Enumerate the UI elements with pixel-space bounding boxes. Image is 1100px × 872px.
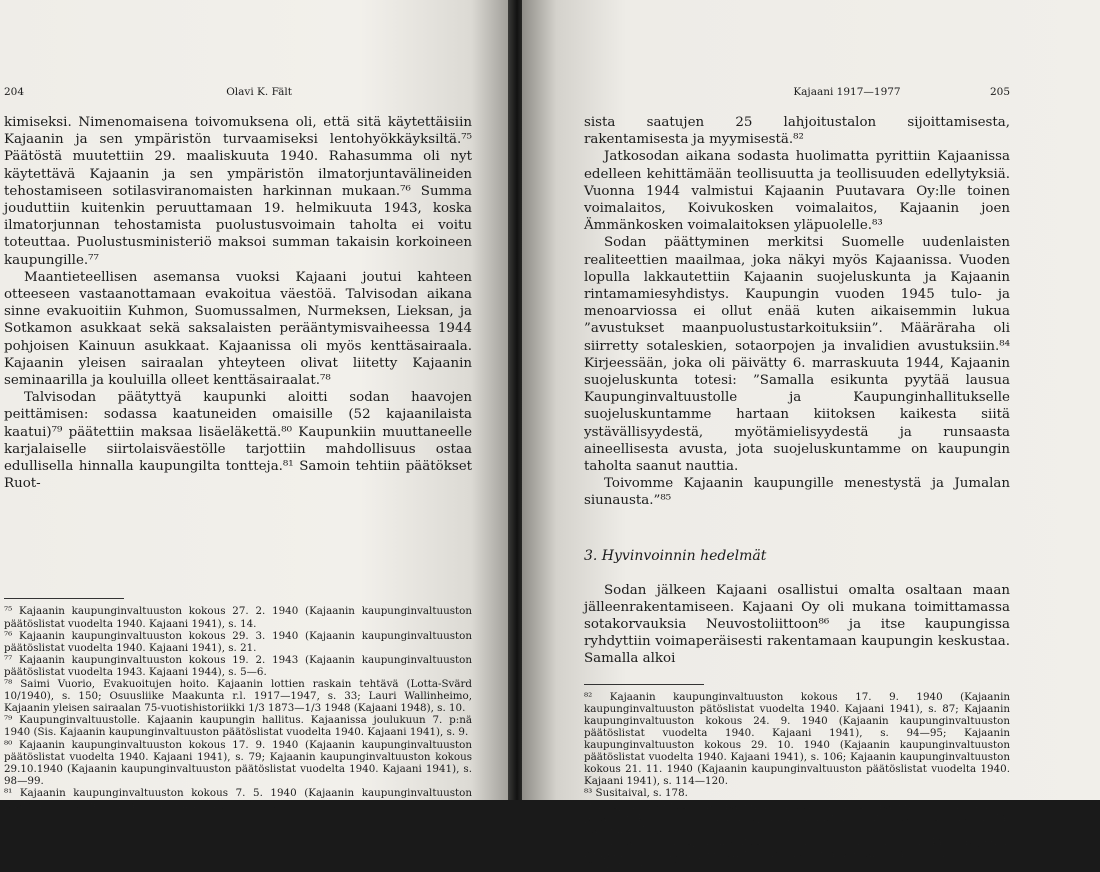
footnote: ⁸² Kajaanin kaupunginvaltuuston kokous 17. 9. 1940 (Kajaanin kaupunginvaltuuston pätöslistat vuodelta 1940. Kajaani 1941), s. 87; Kajaanin kaupunginvaltuuston kokous 24. 9. 1940 (Kajaanin kaupunginvaltuuston päätöslistat vuodelta 1940. Kajaani 1941), s. 94—95; Kajaanin kaupunginvaltuuston kokous 29. 10. 1940 (Kajaanin kaupunginvaltuuston päätöslistat vuodelta 1940. Kajaani 1941), s. 106; Kajaanin kaupunginvaltuuston kokous 21. 11. 1940 (Kajaanin kaupunginvaltuuston päätöslistat vuodelta 1940. Kajaani 1941), s. 114—120. — [584, 690, 1010, 788]
paragraph: Talvisodan päätyttyä kaupunki aloitti sodan haavojen peittämisen: sodassa kaatuneiden omaisille (52 kajaanilaista kaatui)⁷⁹ päätettiin maksaa lisäeläkettä.⁸⁰ Kaupunkiin muuttaneelle karjalaiselle siirtolaisväestölle tarjottiin mahdollisuus ostaa edullisella hinnalla kaupungilta tontteja.⁸¹ Samoin tehtiin päätökset Ruot- — [4, 390, 472, 492]
right-page — [522, 0, 1100, 872]
right-body-text — [584, 114, 1010, 668]
footnote-rule — [584, 684, 704, 685]
footnote: ⁸³ Susitaival, s. 178. — [584, 787, 688, 800]
left-page — [0, 0, 512, 811]
right-running-head: Kajaani 1917—1977 — [793, 86, 901, 98]
footnote: ⁷⁸ Saimi Vuorio, Evakuoitujen hoito. Kajaanin lottien raskain tehtävä (Lotta-Svärd 10/1940), s. 150; Osuusliike Maakunta r.l. 1917—1947, s. 33; Lauri Wallinheimo, Kajaanin yleisen sairaalan 75-vuotishistoriikki 1/3 1873—1/3 1948 (Kajaani 1948), s. 10. — [4, 678, 472, 715]
paragraph: Sodan päättyminen merkitsi Suomelle uudenlaisten realiteettien maailmaa, joka näkyi myös Kajaanissa. Vuoden lopulla lakkautettiin Kajaanin suojeluskunta ja Kajaanin rintamamiesyhdistys. Kaupungin vuoden 1945 tulo- ja menoarviossa ei ollut enää kuten aikaisemmin lukua ”avustukset maanpuolustustarkoituksiin”. Määräraha oli siirretty sotaleskien, sotaorpojen ja invalidien avustuksiin.⁸⁴ Kirjeessään, joka oli päivätty 6. marraskuuta 1944, Kajaanin suojeluskunta totesi: ”Samalla esikunta pyytää lausua Kaupunginvaltuustolle ja Kaupunginhallitukselle suojeluskuntamme hartaan kiitoksen kaikesta siitä ystävällisyydestä, myötämielisyydestä ja runsaasta aineellisesta avusta, jota suojeluskuntamme on kaupungin taholta saanut nauttia. — [584, 235, 1010, 475]
footnote: ⁸⁴ Kaupunginvaltuustolle. Kajaanin kaupunginhallitus. Kajaanissa joulukuun 18 p:nä 1944 (Sis. Kajaanin kaupunginvaltuuston päätöslistat vuodelta 1944. Kajaani 1945), s. 7. — [584, 799, 1010, 836]
footnote: ⁸¹ Kajaanin kaupunginvaltuuston kokous 7. 5. 1940 (Kajaanin kaupunginvaltuuston päätöslistat vuodelta 1940. Kajaani 1941), s. 28—30. — [4, 786, 472, 811]
left-running-head: Olavi K. Fält — [226, 86, 292, 98]
footnote: ⁷⁷ Kajaanin kaupunginvaltuuston kokous 19. 2. 1943 (Kajaanin kaupunginvaltuuston päätöslistat vuodelta 1943. Kajaani 1944), s. 5—6. — [4, 653, 472, 678]
left-page-header — [4, 86, 472, 104]
paragraph: Sodan jälkeen Kajaani osallistui omalta osaltaan maan jälleenrakentamiseen. Kajaani Oy oli mukana toimittamassa sotakorvauksia Neuvostoliittoon⁸⁶ ja itse kaupungissa ryhdyttiin voimaperäisesti rakentamaan kaupungin keskustaa. Samalla alkoi — [584, 582, 1010, 667]
footnote: ⁷⁵ Kajaanin kaupunginvaltuuston kokous 27. 2. 1940 (Kajaanin kaupunginvaltuuston päätöslistat vuodelta 1940. Kajaani 1941), s. 14. — [4, 605, 472, 630]
paragraph: kimiseksi. Nimenomaisena toivomuksena oli, että sitä käytettäisiin Kajaanin ja sen ympäristön turvaamiseksi lentohyökkäyksiltä.⁷⁵ Päätöstä muutettiin 29. maaliskuuta 1940. Rahasumma oli nyt käytettävä Kajaanin ja sen ympäristön ilmatorjuntavälineiden tehostamiseen sotilasviranomaisten harkinnan mukaan.⁷⁶ Summa jouduttiin kuitenkin peruuttamaan 19. helmikuuta 1943, koska ilmatorjunnan tehostamista puolustusvoimain taholta ei voitu toteuttaa. Puolustusministeriö maksoi summan takaisin korkoineen kaupungille.⁷⁷ — [4, 115, 472, 268]
footnote: ⁷⁶ Kajaanin kaupunginvaltuuston kokous 29. 3. 1940 (Kajaanin kaupunginvaltuuston päätöslistat vuodelta 1940. Kajaani 1941), s. 21. — [4, 629, 472, 654]
section-title: 3. Hyvinvoinnin hedelmät — [584, 547, 767, 564]
right-page-number: 205 — [989, 86, 1010, 98]
footnote: ⁸⁶ Susitaival, s. 183. — [584, 860, 688, 872]
paragraph: Maantieteellisen asemansa vuoksi Kajaani joutui kahteen otteeseen vastaanottamaan evakoitua väestöä. Talvisodan aikana sinne evakuoitiin Kuhmon, Suomussalmen, Nurmeksen, Lieksan, ja Sotkamon asukkaat sekä saksalaisten perääntymisvaiheessa 1944 pohjoisen Kainuun asukkaat. Kajaanissa oli myös kenttäsairaala. Kajaanin yleisen sairaalan yhteyteen olivat liitetty Kajaanin seminaarilla ja kouluilla olleet kenttäsairaalat.⁷⁸ — [4, 269, 472, 389]
right-page-header — [584, 86, 1010, 104]
footnote-rule — [4, 598, 124, 599]
paragraph: Toivomme Kajaanin kaupungille menestystä ja Jumalan siunausta.”⁸⁵ — [584, 476, 1010, 509]
footnote: ⁸⁵ Kajaanin kaupunginvaltuuston kokous 1. 12. 1944 (Kajaanin kaupunginvaltuuston päätöslistat vuodelta 1944. Kajaani 1945), .s 61. — [584, 835, 1010, 860]
right-footnotes — [584, 691, 1010, 872]
left-footnotes — [4, 605, 472, 811]
footnote: ⁸⁰ Kajaanin kaupunginvaltuuston kokous 17. 9. 1940 (Kajaanin kaupunginvaltuuston päätöslistat vuodelta 1940. Kajaani 1941), s. 79; Kajaanin kaupunginvaltuuston kokous 29.10.1940 (Kajaanin kaupunginvaltuuston päätöslistat vuodelta 1940. Kajaani 1941), s. 98—99. — [4, 738, 472, 787]
left-page-number: 204 — [4, 86, 25, 98]
paragraph: sista saatujen 25 lahjoitustalon sijoittamisesta, rakentamisesta ja myymisestä.⁸² — [584, 115, 1010, 148]
paragraph: Jatkosodan aikana sodasta huolimatta pyrittiin Kajaanissa edelleen kehittämään teollisuutta ja teollisuuden edellytyksiä. Vuonna 1944 valmistui Kajaanin Puutavara Oy:lle toinen voimalaitos, Koivukosken voimalaitos, Kajaanin joen Ämmänkosken voimalaitoksen yläpuolelle.⁸³ — [584, 149, 1010, 234]
footnote: ⁷⁹ Kaupunginvaltuustolle. Kajaanin kaupungin hallitus. Kajaanissa joulukuun 7. p:nä 1940 (Sis. Kajaanin kaupunginvaltuuston päätöslistat vuodelta 1940. Kajaani 1941), s. 9. — [4, 714, 472, 739]
left-body-text — [4, 114, 472, 492]
